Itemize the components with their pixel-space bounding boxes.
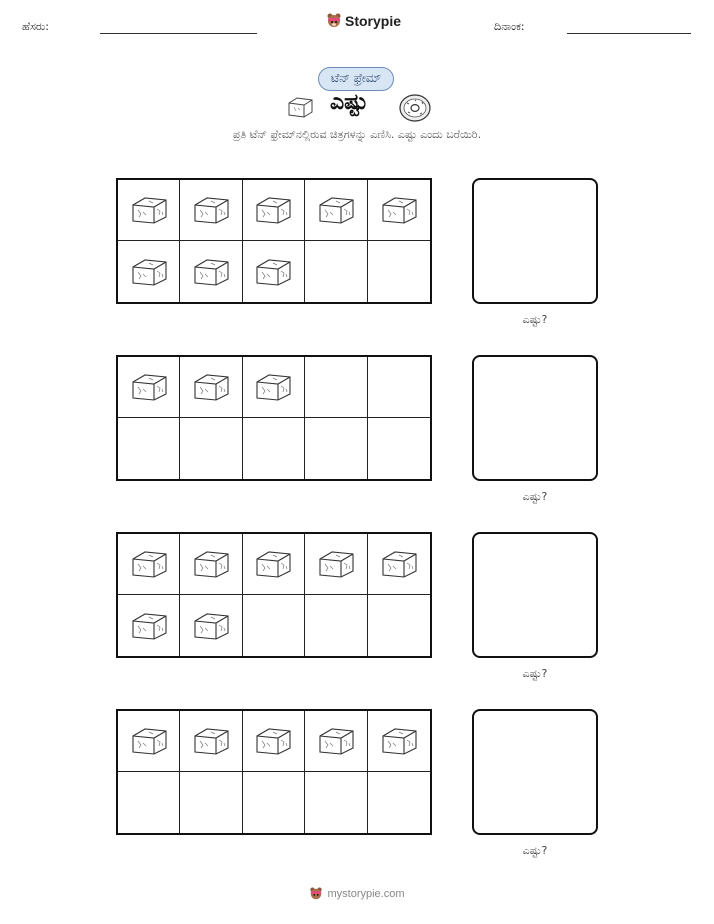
sugar-cube-icon [191, 548, 231, 580]
brand-logo [326, 12, 401, 30]
frame-cell [180, 180, 242, 241]
frame-cell [118, 241, 180, 302]
sugar-cube-icon [129, 194, 169, 226]
donut-icon [398, 93, 432, 123]
ten-frame-1 [116, 178, 432, 304]
sugar-cube-icon [253, 194, 293, 226]
frame-cell [305, 418, 367, 479]
frame-cell [243, 534, 305, 595]
frame-cell [368, 711, 430, 772]
frame-cell [180, 711, 242, 772]
page-title: ಎಷ್ಟು [330, 90, 368, 115]
sugar-cube-icon [285, 95, 315, 119]
bear-logo-icon [309, 886, 323, 902]
answer-prompt-1: ಎಷ್ಟು? [522, 313, 548, 326]
frame-cell [243, 418, 305, 479]
answer-box-3[interactable] [472, 532, 598, 658]
sugar-cube-icon [191, 371, 231, 403]
bear-logo-icon [326, 12, 342, 30]
frame-cell [305, 711, 367, 772]
sugar-cube-icon [316, 194, 356, 226]
frame-cell [368, 772, 430, 833]
frame-cell [243, 595, 305, 656]
topic-badge: ಟೆನ್ ಫ್ರೇಮ್ [318, 67, 394, 91]
sugar-cube-icon [129, 548, 169, 580]
sugar-cube-icon [379, 548, 419, 580]
sugar-cube-icon [191, 256, 231, 288]
frame-cell [243, 180, 305, 241]
ten-frame-2 [116, 355, 432, 481]
sugar-cube-icon [191, 194, 231, 226]
frame-cell [243, 772, 305, 833]
frame-cell [118, 357, 180, 418]
frame-cell [180, 357, 242, 418]
frame-cell [180, 595, 242, 656]
name-field[interactable] [100, 33, 257, 34]
answer-box-2[interactable] [472, 355, 598, 481]
answer-prompt-2: ಎಷ್ಟು? [522, 490, 548, 503]
answer-box-1[interactable] [472, 178, 598, 304]
date-label: ದಿನಾಂಕ: [494, 20, 525, 33]
frame-cell [118, 772, 180, 833]
frame-cell [305, 241, 367, 302]
ten-frame-4 [116, 709, 432, 835]
frame-cell [118, 180, 180, 241]
sugar-cube-icon [379, 194, 419, 226]
frame-cell [118, 418, 180, 479]
ten-frame-3 [116, 532, 432, 658]
brand-name: Storypie [345, 13, 402, 29]
frame-cell [243, 357, 305, 418]
footer-site: mystorypie.com [327, 888, 405, 900]
sugar-cube-icon [253, 371, 293, 403]
frame-cell [305, 180, 367, 241]
sugar-cube-icon [316, 548, 356, 580]
sugar-cube-icon [129, 256, 169, 288]
sugar-cube-icon [129, 610, 169, 642]
sugar-cube-icon [316, 725, 356, 757]
sugar-cube-icon [129, 371, 169, 403]
frame-cell [243, 711, 305, 772]
instructions: ಪ್ರತಿ ಟೆನ್ ಫ್ರೇಮ್‌ನಲ್ಲಿರುವ ಚಿತ್ರಗಳನ್ನು ಎಣಿಸಿ. ಎಷ್ಟು ಎಂದು ಬರೆಯಿರಿ. [232, 128, 482, 141]
title-row [280, 90, 440, 124]
frame-cell [368, 357, 430, 418]
sugar-cube-icon [191, 610, 231, 642]
frame-cell [243, 241, 305, 302]
sugar-cube-icon [129, 725, 169, 757]
date-field[interactable] [567, 33, 691, 34]
frame-cell [180, 534, 242, 595]
frame-cell [118, 534, 180, 595]
sugar-cube-icon [379, 725, 419, 757]
answer-prompt-3: ಎಷ್ಟು? [522, 667, 548, 680]
footer [0, 886, 714, 902]
sugar-cube-icon [253, 548, 293, 580]
sugar-cube-icon [253, 256, 293, 288]
frame-cell [305, 772, 367, 833]
frame-cell [368, 418, 430, 479]
frame-cell [368, 180, 430, 241]
sugar-cube-icon [191, 725, 231, 757]
frame-cell [305, 595, 367, 656]
frame-cell [368, 241, 430, 302]
sugar-cube-icon [253, 725, 293, 757]
frame-cell [305, 534, 367, 595]
frame-cell [180, 772, 242, 833]
frame-cell [368, 534, 430, 595]
name-label: ಹೆಸರು: [22, 20, 49, 33]
frame-cell [180, 418, 242, 479]
answer-box-4[interactable] [472, 709, 598, 835]
frame-cell [180, 241, 242, 302]
answer-prompt-4: ಎಷ್ಟು? [522, 844, 548, 857]
frame-cell [368, 595, 430, 656]
frame-cell [118, 711, 180, 772]
frame-cell [305, 357, 367, 418]
frame-cell [118, 595, 180, 656]
